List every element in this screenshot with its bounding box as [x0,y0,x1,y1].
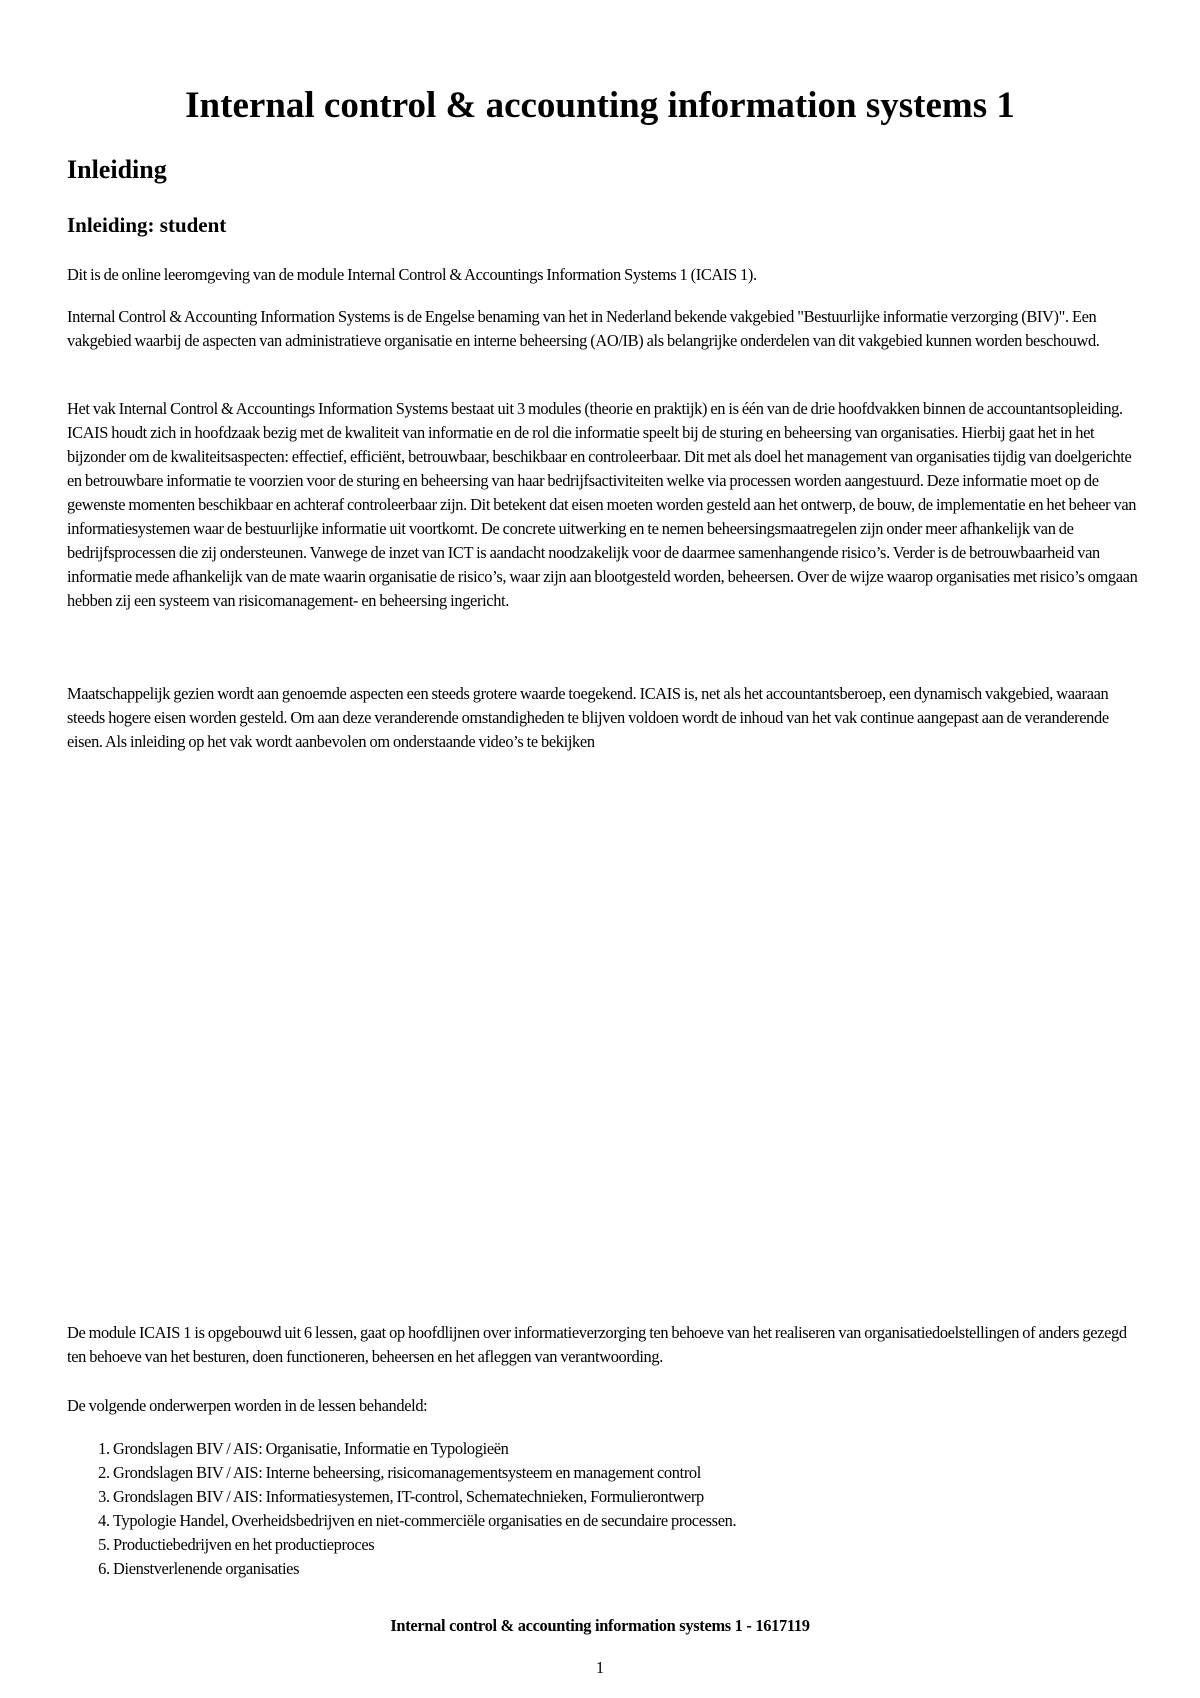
topic-item: 5. Productiebedrijven en het productieproces [113,1533,1147,1557]
topic-item: 1. Grondslagen BIV / AIS: Organisatie, Informatie en Typologieën [113,1437,1147,1461]
footer-title: Internal control & accounting information systems 1 - 1617119 [390,1616,810,1635]
topics-intro-paragraph: De volgende onderwerpen worden in de lessen behandeld: [67,1396,428,1415]
module-structure-paragraph: De module ICAIS 1 is opgebouwd uit 6 lessen, gaat op hoofdlijnen over informatieverzorging ten behoeve van het realiseren van organisatiedoelstellingen of anders gezegd ten behoeve van het besturen, doen functioneren, beheersen en het afleggen van verantwoording. [67,1323,1127,1366]
subsection-heading: Inleiding: student [67,213,227,237]
topic-item: 3. Grondslagen BIV / AIS: Informatiesystemen, IT-control, Schematechnieken, Formulierontwerp [113,1485,1147,1509]
biv-paragraph: Internal Control & Accounting Information Systems is de Engelse benaming van het in Nederland bekende vakgebied "Bestuurlijke informatie verzorging (BIV)". Een vakgebied waarbij de aspecten van administratieve organisatie en interne beheersing (AO/IB) als belangrijke onderdelen van dit vakgebied kunnen worden beschouwd. [67,307,1100,350]
societal-relevance-paragraph: Maatschappelijk gezien wordt aan genoemde aspecten een steeds grotere waarde toegekend. ICAIS is, net als het accountantsberoep, een dynamisch vakgebied, waaraan steeds hogere eisen worden gesteld. Om aan deze veranderende omstandigheden te blijven voldoen wordt de inhoud van het vak continue aangepast aan de veranderende eisen. Als inleiding op het vak wordt aanbevolen om onderstaande video’s te bekijken [67,684,1109,751]
topic-item: 6. Dienstverlenende organisaties [113,1557,1147,1581]
topics-list [67,1437,1147,1581]
topic-item: 2. Grondslagen BIV / AIS: Interne beheersing, risicomanagementsysteem en management control [113,1461,1147,1485]
section-heading: Inleiding [67,155,167,184]
topic-item: 4. Typologie Handel, Overheidsbedrijven en niet-commerciële organisaties en de secundaire processen. [113,1509,1147,1533]
document-title: Internal control & accounting information systems 1 [185,85,1015,126]
page-number: 1 [595,1658,605,1677]
course-description-paragraph: Het vak Internal Control & Accountings Information Systems bestaat uit 3 modules (theorie en praktijk) en is één van de drie hoofdvakken binnen de accountantsopleiding. ICAIS houdt zich in hoofdzaak bezig met de kwaliteit van informatie en de rol die informatie speelt bij de sturing en beheersing van organisaties. Hierbij gaat het in het bijzonder om de kwaliteitsaspecten: effectief, efficiënt, betrouwbaar, beschikbaar en controleerbaar. Dit met als doel het management van organisaties tijdig van doelgerichte en betrouwbare informatie te voorzien voor de sturing en beheersing van haar bedrijfsactiviteiten welke via processen worden aangestuurd. Deze informatie moet op de gewenste momenten beschikbaar en achteraf controleerbaar zijn. Dit betekent dat eisen moeten worden gesteld aan het ontwerp, de bouw, de implementatie en het beheer van informatiesystemen waar de bestuurlijke informatie uit voortkomt. De concrete uitwerking en te nemen beheersingsmaatregelen zijn onder meer afhankelijk van de bedrijfsprocessen die zij ondersteunen. Vanwege de inzet van ICT is aandacht noodzakelijk voor de daarmee samenhangende risico’s. Verder is de betrouwbaarheid van informatie mede afhankelijk van de mate waarin organisatie de risico’s, waar zijn aan blootgesteld worden, beheersen. Over de wijze waarop organisaties met risico’s omgaan hebben zij een systeem van risicomanagement- en beheersing ingericht. [67,399,1138,610]
intro-paragraph: Dit is de online leeromgeving van de module Internal Control & Accountings Information Systems 1 (ICAIS 1). [67,265,757,284]
